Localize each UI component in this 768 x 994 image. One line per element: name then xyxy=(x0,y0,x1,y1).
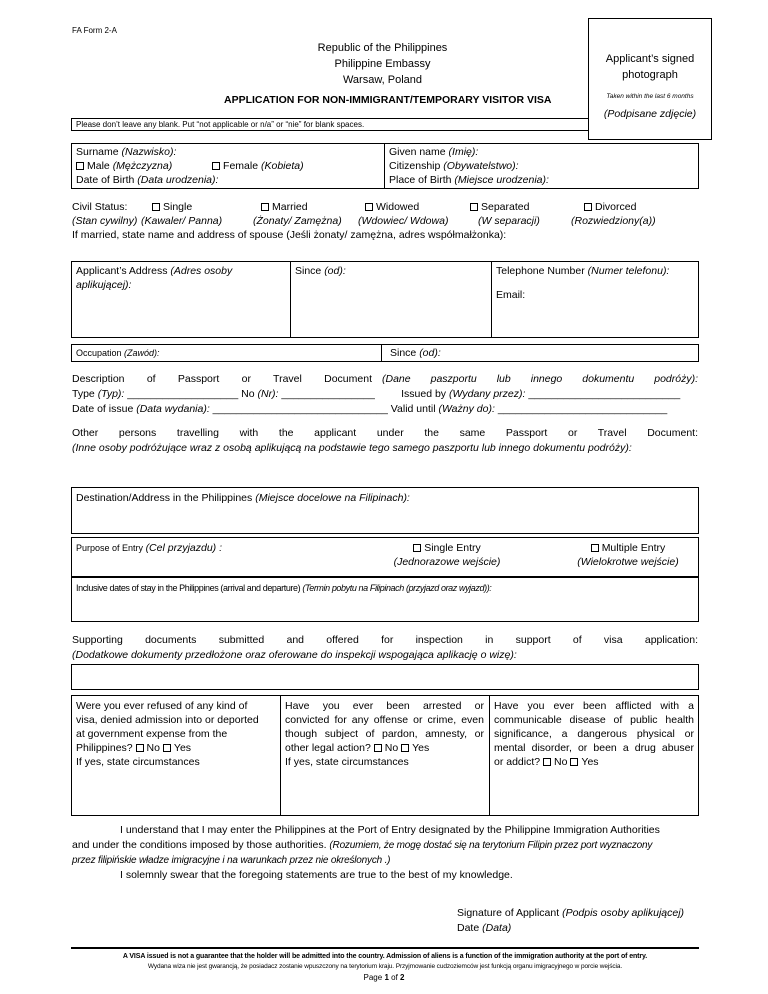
question-disease[interactable]: Have you ever been afflicted with a communicable disease of public health significance, a dangerous physical or mental disorder, or been a drug abuser or addict? No Yes xyxy=(494,700,694,768)
occupation-table xyxy=(71,344,699,362)
civil-status-section xyxy=(72,200,702,242)
dates-of-stay-field[interactable]: Inclusive dates of stay in the Philippines (arrival and departure) (Termin pobytu na Filipinach (przyjazd oraz wyjazd)): xyxy=(71,577,699,622)
surname-field[interactable]: Surname (Nazwisko): xyxy=(76,146,177,158)
photo-label-line1: Applicant’s signed xyxy=(605,53,695,65)
signature-block[interactable] xyxy=(457,906,684,936)
spouse-field[interactable]: If married, state name and address of spouse (Jeśli żonaty/ zamężna, adres współmałżonka): xyxy=(72,229,507,241)
photo-label-polish: (Podpisane zdjęcie) xyxy=(603,108,697,120)
passport-label-pl: (Dane paszportu lub innego dokumentu podróży): xyxy=(382,373,698,385)
q2-no-checkbox[interactable]: No xyxy=(374,742,398,754)
male-checkbox[interactable]: Male (Mężczyzna) xyxy=(76,160,172,172)
questions-table xyxy=(71,695,699,816)
passport-dates-row[interactable]: Date of issue (Data wydania): ______________________________ Valid until (Ważny do): _____________________________ xyxy=(72,403,668,415)
q1-yes-checkbox[interactable]: Yes xyxy=(163,742,191,754)
civil-separated-pl: (W separacji) xyxy=(478,215,540,227)
occupation-since-field[interactable]: Since (od): xyxy=(390,347,441,359)
gender-field xyxy=(76,159,380,173)
pob-field[interactable]: Place of Birth (Miejsce urodzenia): xyxy=(389,174,549,186)
civil-status-label-pl: (Stan cywilny) xyxy=(72,215,138,227)
passport-type-row[interactable]: Type (Typ): ___________________ No (Nr): ________________ Issued by (Wydany przez): __________________________ xyxy=(72,388,681,400)
civil-divorced-pl: (Rozwiedziony(a)) xyxy=(571,215,656,227)
footer-notice-pl: Wydana wiza nie jest gwarancją, że posiadacz zostanie wpuszczony na terytorium kraju. Przyjmowanie cudzoziemców jest funkcją organu imigracyjnego w porcie wejścia. xyxy=(147,963,623,970)
header-country: Republic of the Philippines xyxy=(317,42,448,54)
header-city: Warsaw, Poland xyxy=(342,74,423,86)
passport-section xyxy=(72,372,698,417)
declaration-line3: przez filipińskie władze imigracyjne i na warunkach przez nie określonych .) xyxy=(72,855,391,866)
address-field[interactable]: Applicant’s Address (Adres osoby aplikującej): xyxy=(76,265,233,291)
multiple-entry-checkbox[interactable]: Multiple Entry (Wielokrotwe wejście) xyxy=(577,542,679,568)
declaration-line4: I solemnly swear that the foregoing statements are true to the best of my knowledge. xyxy=(120,869,513,881)
page-number: Page 1 of 2 xyxy=(363,973,405,982)
declaration-line1: I understand that I may enter the Philippines at the Port of Entry designated by the Philippine Immigration Authorities xyxy=(120,824,660,836)
q3-no-checkbox[interactable]: No xyxy=(543,756,567,768)
header-embassy: Philippine Embassy xyxy=(334,58,431,70)
declaration-line2: and under the conditions imposed by those authorities. (Rozumiem, że mogę dostać się na terytorium Filipin przez port wyznaczony xyxy=(72,839,653,851)
purpose-box xyxy=(71,537,699,577)
passport-label: Description of Passport or Travel Document xyxy=(72,373,372,385)
q1-no-checkbox[interactable]: No xyxy=(136,742,160,754)
footer-rule xyxy=(71,947,699,949)
destination-field[interactable]: Destination/Address in the Philippines (Miejsce docelowe na Filipinach): xyxy=(71,487,699,534)
email-field[interactable]: Email: xyxy=(496,289,526,301)
question-arrested[interactable]: Have you ever been arrested or convicted for any offense or crime, even though subject of pardon, amnesty, or other legal action? No Yes If yes, state circumstances xyxy=(280,696,490,815)
single-entry-checkbox[interactable]: Single Entry (Jednorazowe wejście) xyxy=(393,542,501,568)
given-name-field[interactable]: Given name (Imię): xyxy=(389,146,479,158)
question-refused[interactable]: Were you ever refused of any kind of visa, denied admission into or deported at government expense from the Philippines? No Yes If yes, state circumstances xyxy=(76,700,259,768)
instruction-bar xyxy=(71,118,589,131)
female-checkbox[interactable]: Female (Kobieta) xyxy=(212,160,304,172)
date-label: Date (Data) xyxy=(457,922,512,934)
photo-box[interactable] xyxy=(588,18,712,140)
address-table xyxy=(71,261,699,338)
civil-divorced-checkbox[interactable]: Divorced xyxy=(584,200,636,214)
q3-yes-checkbox[interactable]: Yes xyxy=(570,756,598,768)
supporting-docs-label-block xyxy=(72,633,698,663)
other-persons-label-pl: (Inne osoby podróżujące wraz z osobą aplikującą na podstawie tego samego paszportu lub innego dokumentu podróży): xyxy=(72,442,632,454)
footer-notice: A VISA issued is not a guarantee that the holder will be admitted into the country. Admission of aliens is a function of the immigration authority at the port of entry. xyxy=(122,953,648,960)
q2-yes-checkbox[interactable]: Yes xyxy=(401,742,429,754)
supporting-docs-label-pl: (Dodatkowe dokumenty przedłożone oraz oferowane do inspekcji wspogająca aplikację o wizę): xyxy=(72,649,517,661)
occupation-field[interactable]: Occupation (Zawód): xyxy=(72,345,382,361)
civil-widowed-checkbox[interactable]: Widowed xyxy=(365,200,419,214)
civil-separated-checkbox[interactable]: Separated xyxy=(470,200,529,214)
other-persons-label: Other persons travelling with the applicant under the same Passport or Travel Document: xyxy=(72,427,698,439)
other-persons-section[interactable] xyxy=(72,426,698,456)
form-id: FA Form 2-A xyxy=(72,26,117,35)
civil-status-label: Civil Status: xyxy=(72,201,128,213)
photo-note: Taken within the last 6 months xyxy=(606,93,694,100)
supporting-docs-label: Supporting documents submitted and offered for inspection in support of visa application: xyxy=(72,634,698,646)
photo-label-line2: photograph xyxy=(622,69,678,81)
civil-widowed-pl: (Wdowiec/ Wdowa) xyxy=(358,215,449,227)
dob-field[interactable]: Date of Birth (Data urodzenia): xyxy=(76,174,219,186)
supporting-docs-field[interactable] xyxy=(71,664,699,690)
civil-married-pl: (Żonaty/ Zamężna) xyxy=(253,215,342,227)
civil-single-pl: (Kawaler/ Panna) xyxy=(141,215,223,227)
header-block xyxy=(290,40,475,88)
civil-single-checkbox[interactable]: Single xyxy=(152,200,192,214)
page-title: APPLICATION FOR NON-IMMIGRANT/TEMPORARY VISITOR VISA xyxy=(224,94,552,106)
civil-married-checkbox[interactable]: Married xyxy=(261,200,308,214)
phone-field[interactable]: Telephone Number (Numer telefonu): xyxy=(496,265,670,277)
instruction-text: Please don’t leave any blank. Put “not applicable or n/a” or “nie” for blank spaces. xyxy=(76,120,365,129)
declaration xyxy=(72,823,698,883)
signature-label: Signature of Applicant (Podpis osoby aplikującej) xyxy=(457,907,685,919)
personal-info-table xyxy=(71,143,699,189)
citizenship-field[interactable]: Citizenship (Obywatelstwo): xyxy=(389,160,519,172)
purpose-label: Purpose of Entry (Cel przyjazdu) : xyxy=(76,542,223,554)
address-since-field[interactable]: Since (od): xyxy=(290,262,492,337)
